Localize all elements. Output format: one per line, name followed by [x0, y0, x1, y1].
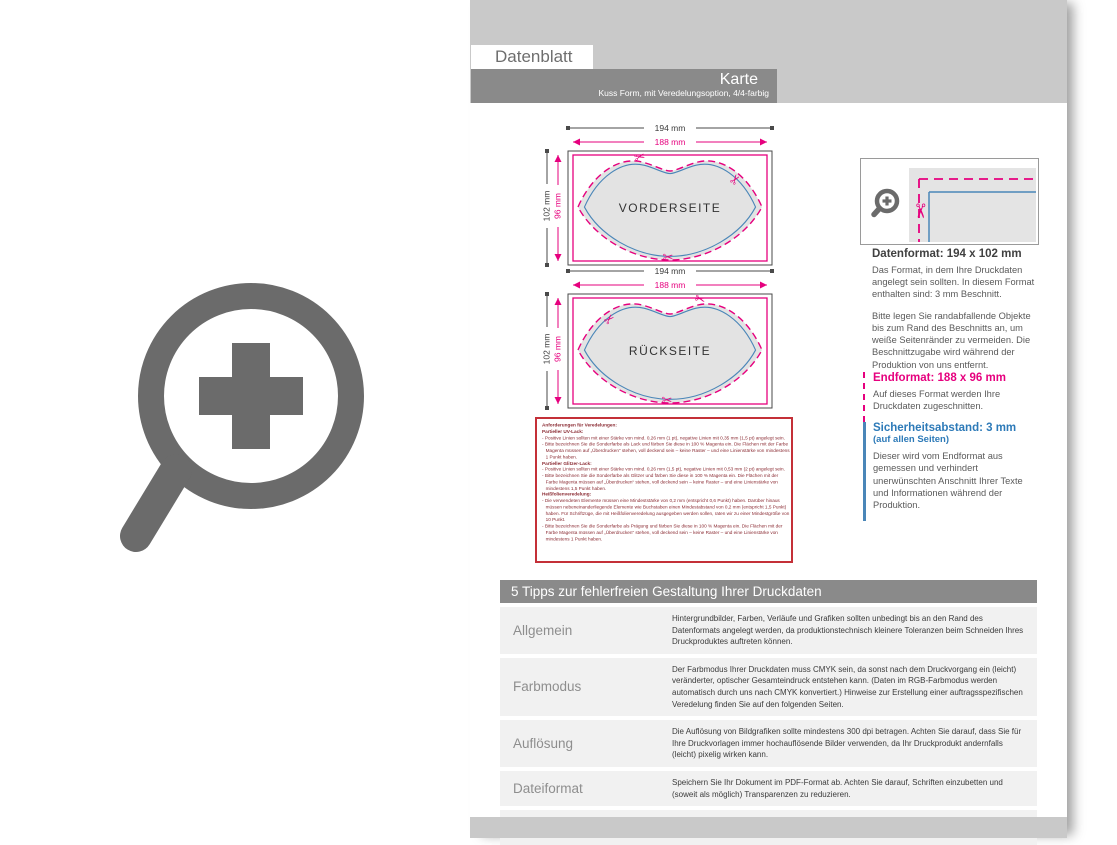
- requirements-line: Anforderungen für Veredelungen:: [542, 423, 617, 429]
- dim-label-height-inner: 96 mm: [552, 336, 563, 362]
- sicherheitsabstand-text: Dieser wird vom Endformat aus gemessen und verhindert unerwünschten Anschnitt Ihrer Texte und Informationen während der Produktion.: [873, 451, 1023, 510]
- scissors-icon: ✂: [661, 392, 673, 408]
- tips-header: 5 Tipps zur fehlerfreien Gestaltung Ihrer Druckdaten: [500, 580, 1037, 603]
- dim-end-square: [545, 292, 549, 296]
- scissors-icon: ✂: [693, 290, 708, 308]
- tip-text: Hintergrundbilder, Farben, Verläufe und Grafiken sollten unbedingt bis an den Rand des Datenformats angelegt werden, da produktionstechnisch kleinere Toleranzen beim Schneiden Ihres Druckproduktes auftreten können.: [672, 614, 1024, 647]
- title-band: [471, 69, 777, 103]
- requirements-line: - Bitte bezeichnen Sie die Sonderfarbe als Prägung und färben Sie diese in 100 % Magenta ein. Die Flächen mit der Farbe Magenta müssen auf „Überdrucken“ stehen, voll deckend sein – keine Raster – und eine Linienstärke von mindestens 1 Punkt haben.: [542, 523, 783, 542]
- arrowhead: [555, 397, 562, 404]
- sicherheitsabstand-block: [863, 422, 1031, 521]
- zoom-plus-icon: [118, 268, 388, 568]
- scissors-icon: ✂: [725, 170, 745, 189]
- arrowhead: [760, 282, 767, 289]
- datasheet-page: [470, 0, 1067, 838]
- requirements-line: Heißfolienveredelung:: [542, 492, 592, 498]
- bottom-bar: [470, 817, 1067, 838]
- dim-label-height-outer: 102 mm: [541, 190, 552, 222]
- endformat-block: [863, 372, 1033, 422]
- dim-end-square: [566, 126, 570, 130]
- diagram-front: [540, 121, 776, 269]
- arrowhead: [555, 155, 562, 162]
- tip-label: Auflösung: [513, 736, 574, 752]
- dim-label-width-inner: 188 mm: [654, 137, 686, 147]
- sicherheitsabstand-title: Sicherheitsabstand: 3 mm: [873, 422, 1017, 434]
- tip-label: Dateiformat: [513, 781, 583, 797]
- arrowhead: [555, 298, 562, 305]
- dim-label-width-outer: 194 mm: [654, 266, 686, 276]
- page-subtitle: Kuss Form, mit Veredelungsoption, 4/4-farbig: [598, 88, 769, 98]
- dim-label-width-inner: 188 mm: [654, 280, 686, 290]
- dim-label-height-inner: 96 mm: [552, 193, 563, 219]
- scissors-icon: ✂: [662, 249, 674, 265]
- scissors-icon: ✂: [632, 148, 647, 166]
- plus-vertical-bar: [232, 343, 270, 449]
- back-side-label: RÜCKSEITE: [628, 344, 712, 358]
- front-side-label: VORDERSEITE: [618, 201, 722, 215]
- requirements-line: - Positive Linien sollten mit einer Stärke von mind. 0,26 mm (1,5 pt), negative Linien mit 0,53 mm (2 pt) angelegt sein.: [542, 467, 785, 473]
- endformat-title: Endformat: 188 x 96 mm: [873, 372, 1006, 384]
- arrowhead: [555, 254, 562, 261]
- cut-detail-box: [860, 158, 1039, 245]
- magnifier-handle: [136, 470, 176, 536]
- diagram-back: [540, 264, 776, 412]
- datenformat-block: [872, 248, 1035, 381]
- table-row: [500, 771, 1037, 806]
- tip-label: Farbmodus: [513, 679, 582, 695]
- zoom-plus-icon-small: [874, 191, 897, 215]
- datenblatt-tab: Datenblatt: [471, 45, 593, 69]
- dim-label-width-outer: 194 mm: [654, 123, 686, 133]
- dim-end-square: [770, 126, 774, 130]
- table-row: [500, 658, 1037, 716]
- sicherheitsabstand-subtitle: (auf allen Seiten): [873, 434, 950, 445]
- page-title: Karte: [719, 71, 758, 88]
- arrowhead: [573, 282, 580, 289]
- scissors-icon: ✂: [908, 202, 931, 220]
- dim-end-square: [545, 406, 549, 410]
- cut-detail-illustration: [861, 159, 1036, 242]
- scissors-icon: ✂: [600, 310, 619, 329]
- datenformat-title: Datenformat: 194 x 102 mm: [872, 248, 1022, 260]
- datenformat-text-2: Bitte legen Sie randabfallende Objekte bis zum Rand des Beschnitts an, um weiße Seitenränder zu vermeiden. Die Beschnittzugabe wird während der Produktion von uns entfernt.: [872, 311, 1031, 370]
- requirements-line: - Positive Linien sollten mit einer Stärke von mind. 0,26 mm (1 pt), negative Linien mit 0,35 mm (1,5 pt) angelegt sein.: [542, 435, 785, 441]
- tip-label: Allgemein: [513, 622, 573, 638]
- requirements-line: - Bitte bezeichnen Sie die Sonderfarbe als Lack und färben Sie diese in 100 % Magenta ein. Die Flächen mit der Farbe Magenta müssen auf „Überdrucken“ stehen, voll deckend sein – keine Raster – und eine Linienstärke von mindestens 1 Punkt haben.: [542, 441, 790, 460]
- tip-text: Die Auflösung von Bildgrafiken sollte mindestens 300 dpi betragen. Achten Sie darauf, dass Sie für Ihre Druckvorlagen immer hochauflösende Bilder verwenden, da Ihr Druckprodukt andernfalls (leicht) pixelig wirken kann.: [672, 727, 1022, 760]
- arrowhead: [573, 139, 580, 146]
- dim-end-square: [770, 269, 774, 273]
- datenformat-text-1: Das Format, in dem Ihre Druckdaten angelegt sein sollten. In diesem Format enthalten sind: 3 mm Beschnitt.: [872, 265, 1035, 300]
- tip-text: Speichern Sie Ihr Dokument im PDF-Format ab. Achten Sie darauf, Schriften einzubetten und (soweit als möglich) Transparenzen zu reduzieren.: [672, 777, 1003, 799]
- tips-table: [500, 607, 1037, 845]
- table-row: [500, 607, 1037, 654]
- dim-end-square: [545, 149, 549, 153]
- dim-label-height-outer: 102 mm: [541, 333, 552, 365]
- requirements-line: - Die verwendeten Elemente müssen eine Mindeststärke von 0,2 mm (entspricht 0,6 Punkt) haben. Darüber hinaus müssen nebeneinanderliegende Elemente wie Buchstaben einen Mindestabstand von 0,2 mm (entspricht 1,5 Punkt) haben. Für Schriftzüge, die mit Heißfolienveredelung ausgegeben werden sollen, raten wir zu einer Mindestgröße von 10 Punkt.: [542, 498, 790, 523]
- requirements-line: - Bitte bezeichnen Sie die Sonderfarbe als Glitzer und färben Sie diese in 100 % Magenta ein. Die Flächen mit der Farbe Magenta müssen auf „Überdrucken“ stehen, voll deckend sein – keine Raster – und eine Linienstärke von mindestens 1,5 Punkt haben.: [542, 473, 779, 492]
- table-row: [500, 720, 1037, 767]
- dim-end-square: [566, 269, 570, 273]
- tip-text: Der Farbmodus Ihrer Druckdaten muss CMYK sein, da sonst nach dem Druckvorgang ein (leicht) veränderter, optischer Gesamteindruck entstehen kann. (Daten im RGB-Farbmodus werden automatisch durch uns nach CMYK konvertiert.) Hinweise zur Erstellung einer auftragsspezifischen Veredelung finden Sie auf den folgenden Seiten.: [672, 664, 1023, 709]
- requirements-line: Partieller Glitzer-Lack:: [542, 460, 592, 466]
- requirements-line: Partieller UV-Lack:: [542, 429, 584, 435]
- arrowhead: [760, 139, 767, 146]
- endformat-text: Auf dieses Format werden Ihre Druckdaten zugeschnitten.: [873, 389, 1001, 412]
- veredelung-requirements-box: [535, 417, 793, 563]
